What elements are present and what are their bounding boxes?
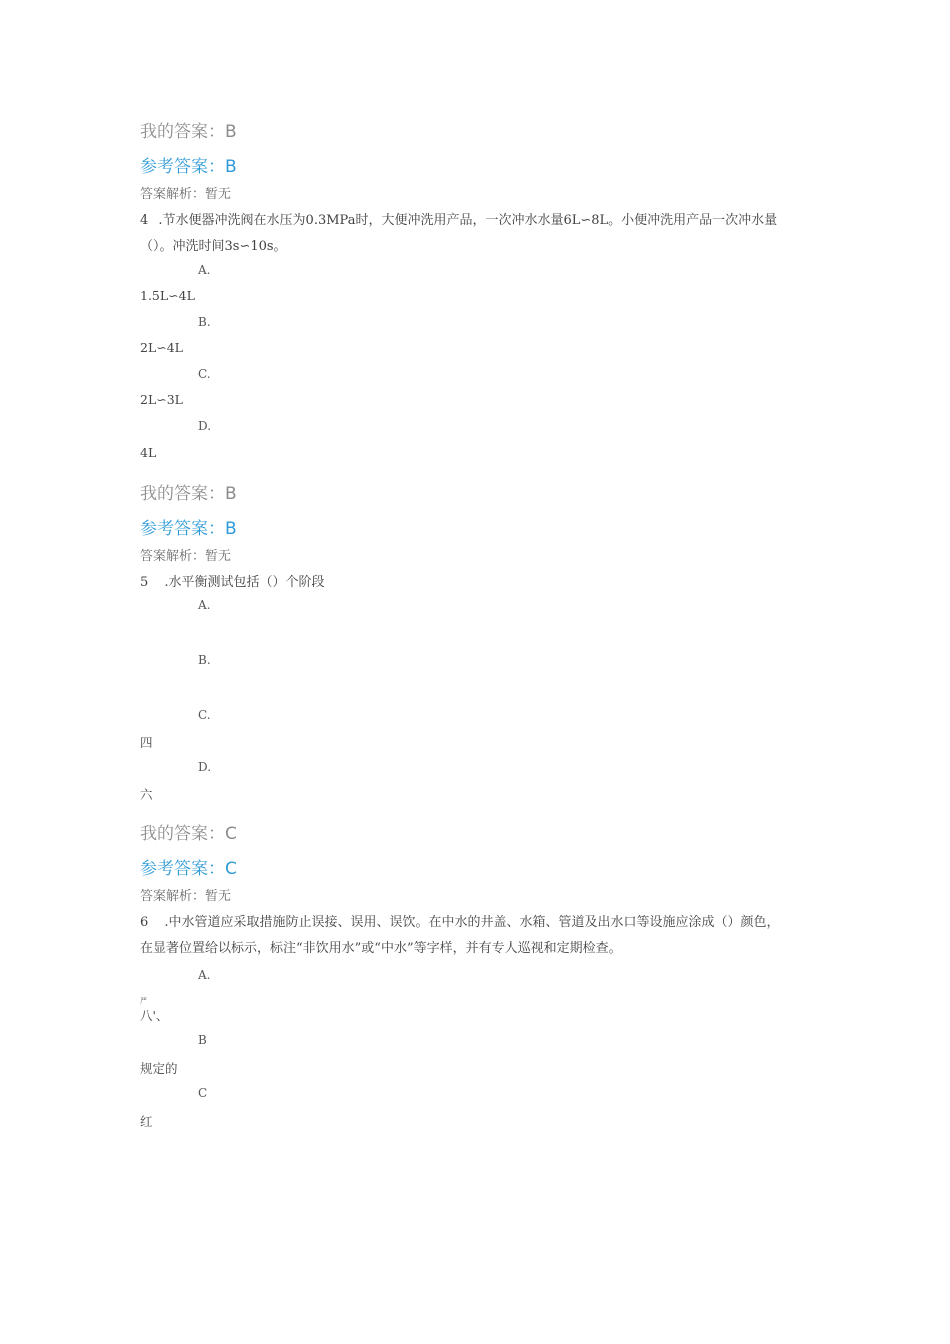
option-d-text[interactable]: 4L [140,445,157,460]
my-answer: 我的答案：B [140,122,237,142]
option-b-letter[interactable]: B [198,1033,207,1047]
question-text: .中水管道应采取措施防止误接、误用、误饮。在中水的井盖、水箱、管道及出水口等设施应涂成（）颜色， [164,915,780,930]
reference-answer: 参考答案：B [140,157,237,177]
reference-answer: 参考答案：B [140,519,237,539]
question-text: .节水便器冲洗阀在水压为0.3MPa时，大便冲洗用产品，一次冲水水量6L∽8L。小便冲洗用产品一次冲水量 [158,213,778,228]
option-b-letter[interactable]: B. [198,653,211,667]
option-b-text[interactable]: 2L∽4L [140,340,183,355]
question-6 [140,911,780,930]
option-b-text[interactable]: 规定的 [140,1061,178,1076]
option-a-letter[interactable]: A. [198,968,211,982]
question-4-line2: （）。冲洗时间3s∽10s。 [140,239,287,254]
option-c-text[interactable]: 2L∽3L [140,392,183,407]
question-5 [140,571,325,590]
my-answer: 我的答案：C [140,824,237,844]
answer-analysis: 答案解析：暂无 [140,187,232,202]
option-a-text[interactable]: 1.5L∽4L [140,288,195,303]
option-a-mark: 严 [140,997,147,1005]
question-6-line2: 在显著位置给以标示，标注“非饮用水”或“中水”等字样，并有专人巡视和定期检查。 [140,941,622,956]
answer-analysis: 答案解析：暂无 [140,889,232,904]
option-a-text[interactable]: 八'、 [140,1008,169,1023]
option-d-letter[interactable]: D. [198,760,212,774]
option-c-letter[interactable]: C. [198,367,211,381]
option-c-text[interactable]: 红 [140,1114,153,1129]
option-d-text[interactable]: 六 [140,787,153,802]
option-c-letter[interactable]: C. [198,708,211,722]
answer-analysis: 答案解析：暂无 [140,549,232,564]
question-text: .水平衡测试包括（）个阶段 [164,575,325,590]
option-a-letter[interactable]: A. [198,263,211,277]
option-a-letter[interactable]: A. [198,598,211,612]
question-4 [140,209,777,228]
option-b-letter[interactable]: B. [198,315,211,329]
option-d-letter[interactable]: D. [198,419,212,433]
option-c-letter[interactable]: C [198,1086,208,1100]
reference-answer: 参考答案：C [140,859,237,879]
my-answer: 我的答案：B [140,484,237,504]
option-c-text[interactable]: 四 [140,735,153,750]
question-number: 4 [140,213,149,228]
question-number: 5 [140,575,149,590]
question-number: 6 [140,915,149,930]
